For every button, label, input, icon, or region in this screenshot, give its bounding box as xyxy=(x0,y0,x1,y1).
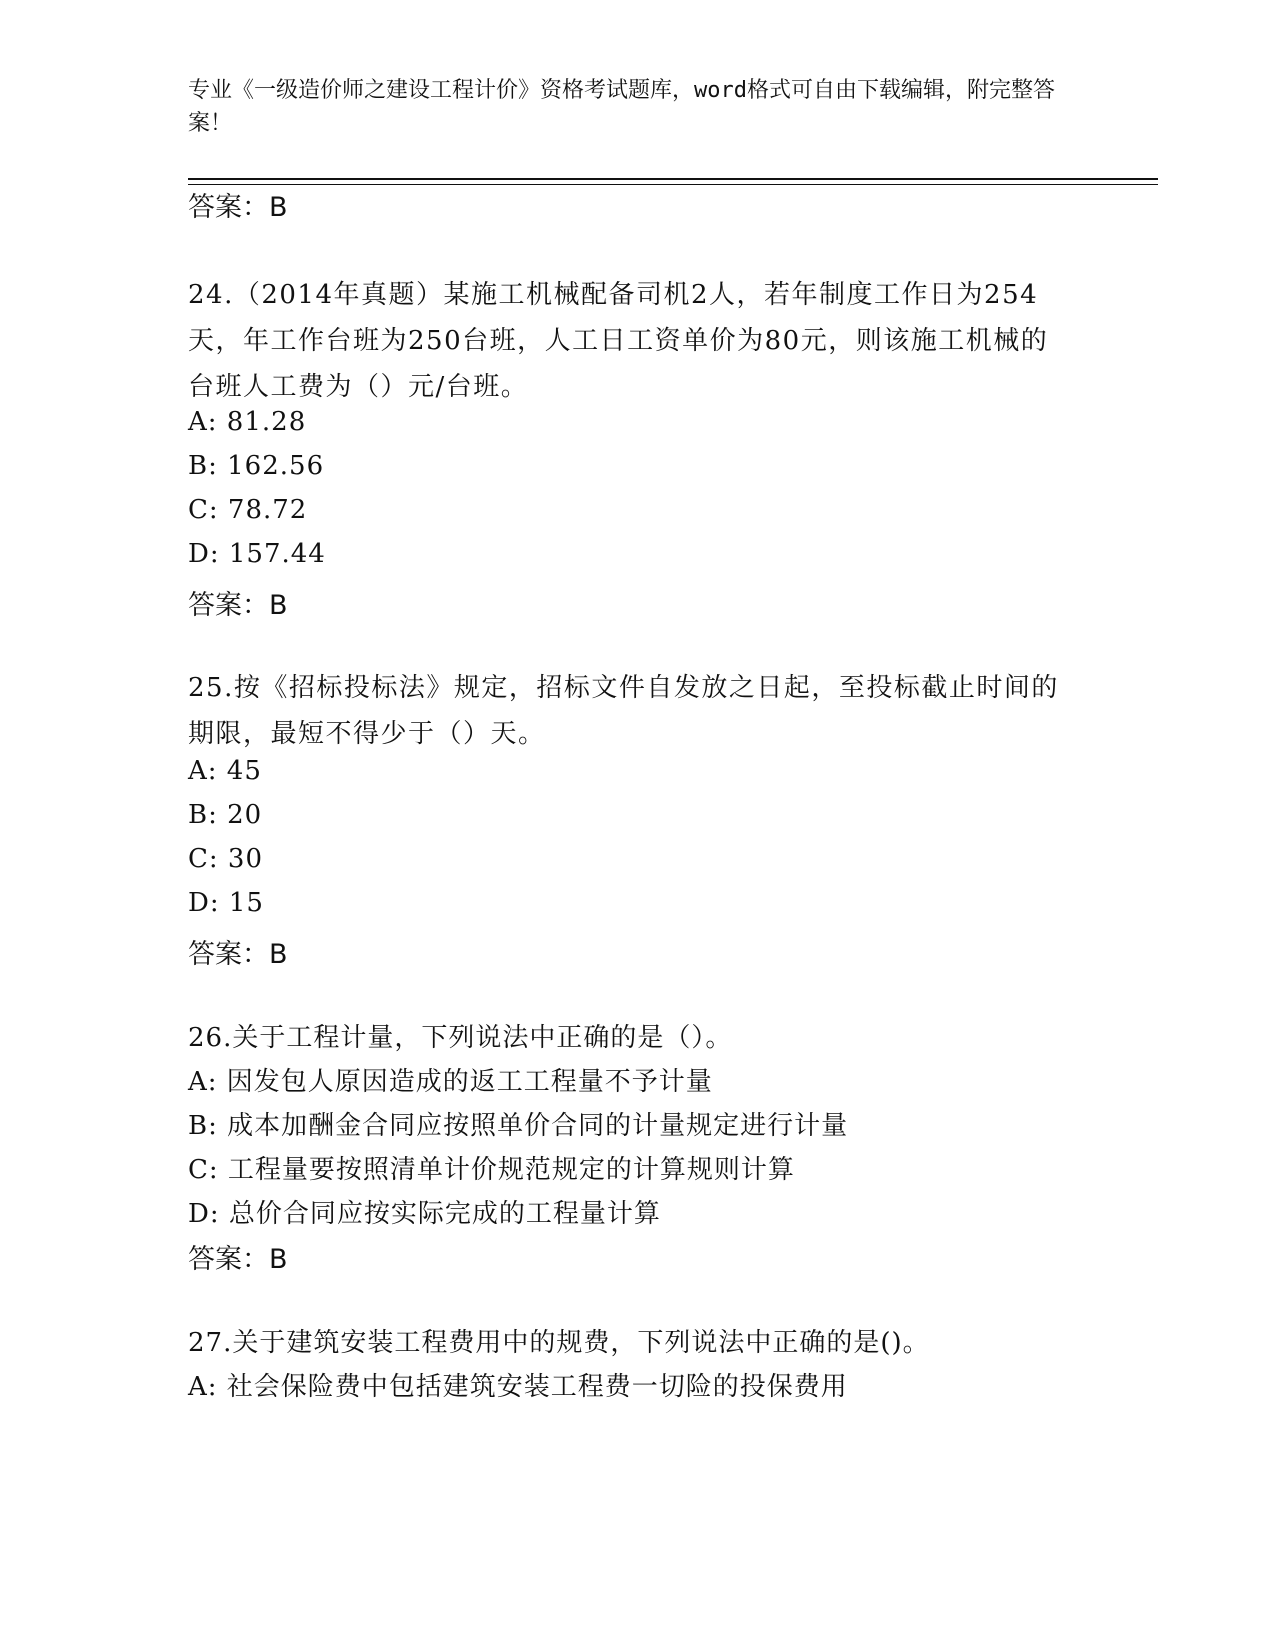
question-26-option-a: A: 因发包人原因造成的返工工程量不予计量 xyxy=(188,1067,713,1097)
answer-prev: 答案：B xyxy=(188,192,288,223)
question-24-option-d: D: 157.44 xyxy=(188,539,326,569)
question-24-option-b: B: 162.56 xyxy=(188,451,325,481)
question-26-answer: 答案：B xyxy=(188,1244,288,1275)
question-25-stem: 25.按《招标投标法》规定，招标文件自发放之日起，至投标截止时间的期限，最短不得少于（）天。 xyxy=(188,673,1059,749)
question-26-stem: 26.关于工程计量，下列说法中正确的是（）。 xyxy=(188,1023,733,1053)
header-divider-thin xyxy=(188,184,1158,185)
question-24-stem: 24.（2014年真题）某施工机械配备司机2人，若年制度工作日为254天，年工作台班为250台班，人工日工资单价为80元，则该施工机械的台班人工费为（）元/台班。 xyxy=(188,280,1049,402)
question-26-option-d: D: 总价合同应按实际完成的工程量计算 xyxy=(188,1199,661,1229)
question-26-option-b: B: 成本加酬金合同应按照单价合同的计量规定进行计量 xyxy=(188,1111,849,1141)
question-27-stem: 27.关于建筑安装工程费用中的规费，下列说法中正确的是()。 xyxy=(188,1328,930,1358)
question-25-option-a: A: 45 xyxy=(188,756,262,786)
header-intro: 专业《一级造价师之建设工程计价》资格考试题库，word格式可自由下载编辑，附完整答案！ xyxy=(188,78,1055,136)
question-27-option-a: A: 社会保险费中包括建筑安装工程费一切险的投保费用 xyxy=(188,1372,848,1402)
question-25-answer: 答案：B xyxy=(188,939,288,970)
header-divider-thick xyxy=(188,178,1158,180)
question-24-option-a: A: 81.28 xyxy=(188,407,307,437)
question-24-answer: 答案：B xyxy=(188,590,288,621)
question-24-option-c: C: 78.72 xyxy=(188,495,308,525)
question-26-option-c: C: 工程量要按照清单计价规范规定的计算规则计算 xyxy=(188,1155,795,1185)
question-25-option-d: D: 15 xyxy=(188,888,264,918)
question-25-option-c: C: 30 xyxy=(188,844,264,874)
question-25-option-b: B: 20 xyxy=(188,800,263,830)
